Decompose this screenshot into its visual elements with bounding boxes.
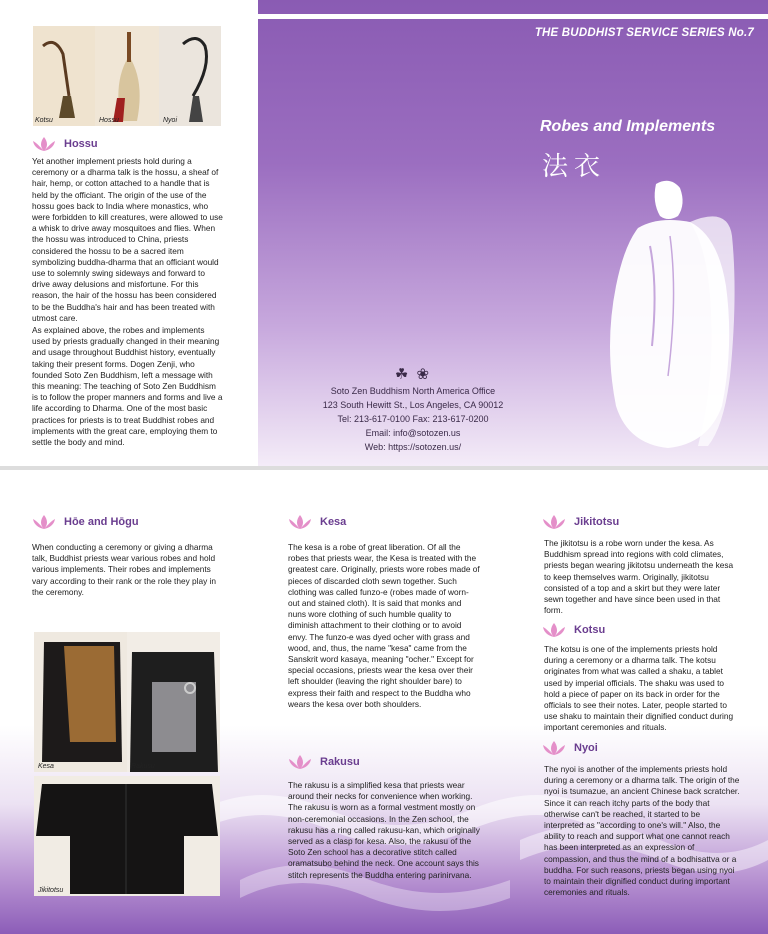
jikitotsu-illustration	[34, 776, 220, 896]
cover-panel	[258, 0, 768, 466]
rakusu-heading	[286, 754, 360, 770]
kesa-heading-text: Kesa	[320, 516, 347, 528]
hoe-paragraph: When conducting a ceremony or giving a dharma talk, Buddhist priests wear various robes and hold various implements. Their robes and implements vary according to their rank or the role they play in the ceremony.	[32, 542, 217, 597]
nyoi-heading-text: Nyoi	[574, 742, 598, 754]
jikitotsu-heading	[540, 514, 619, 530]
lotus-icon	[540, 514, 568, 530]
jikitotsu-heading-text: Jikitotsu	[574, 516, 620, 528]
caption-rakusu: Rakusu	[131, 763, 155, 770]
rakusu-paragraph: The rakusu is a simplified kesa that priests wear around their necks for convenience when working. The rakusu is worn as a formal vestment mostly on non-ceremonial occasions. In the Zen school, the rakusu has a ring called rakusu-kan, which originally served as a clasp for kesa. Also, the rakusu of the Soto Zen school has a decorative stitch called oramatsubo behind the neck. One account says this stitch represents the Buddha entering parinirvana.	[288, 780, 480, 880]
hossu-heading-text: Hossu	[64, 138, 98, 150]
cover-top-rule	[258, 14, 768, 19]
caption-kesa: Kesa	[38, 763, 54, 770]
top-left-panel	[0, 0, 258, 466]
lotus-icon	[286, 754, 314, 770]
caption-kotsu: Kotsu	[35, 117, 53, 124]
hoe-heading-text: Hōe and Hōgu	[64, 516, 139, 528]
implements-photo	[33, 26, 221, 126]
lotus-icon	[540, 622, 568, 638]
lotus-icon	[540, 740, 568, 756]
kotsu-paragraph: The kotsu is one of the implements priests hold during a ceremony or a dharma talk. The kotsu originates from what was called a shaku, a tablet used by imperial officials. The shaku was used to hold a piece of paper on its back in order for the officials to see their notes. Later, people started to use shaku to maintain their dignified conduct during important ceremonies and rituals.	[544, 644, 734, 733]
hoe-heading	[30, 514, 139, 530]
office-phone: Tel: 213-617-0100 Fax: 213-617-0200	[337, 414, 489, 424]
kesa-rakusu-illustration	[34, 632, 220, 772]
jikitotsu-photo	[34, 776, 220, 896]
office-web[interactable]: Web: https://sotozen.us/	[364, 442, 462, 452]
inner-spread	[0, 470, 768, 934]
cover-title: Robes and Implements	[540, 118, 716, 135]
lotus-icon	[30, 514, 58, 530]
rakusu-heading-text: Rakusu	[320, 756, 360, 768]
office-address: 123 South Hewitt St., Los Angeles, CA 90012	[322, 400, 504, 410]
hossu-paragraph-1: Yet another implement priests hold during a ceremony or a dharma talk is the hossu, a sheaf of hair, hemp, or cotton attached to a handle that is held by the officiant. The origin of the use of the hossu goes back to India where monastics, who were forbidden to kill creatures, were allowed to use a whisk to drive away mosquitoes and flies. When the hossu was introduced to China, priests considered the hossu to be a sacred item symbolizing buddha-dharma that an officiant would use to solemnly swing sideways and forward to drive away delusions and misfortune. For this reason, the hair of the hossu has been considered to be the Buddha's hair and has been treated with utmost care.	[32, 156, 223, 323]
caption-hossu: Hossu	[99, 117, 119, 124]
implements-illustration	[33, 26, 221, 126]
kesa-heading	[286, 514, 346, 530]
office-info	[288, 366, 538, 454]
nyoi-paragraph: The nyoi is another of the implements priests hold during a ceremony or a dharma talk. The origin of the nyoi is tsumazue, an ancient Chinese back scratcher. Since it can reach itchy parts of the body that otherwise can't be reached, it started to be interpreted as "according to one's will." Also, the ability to reach and support what one cannot reach has been interpreted as an expression of compassion, and thus the mind of a bodhisattva or a buddha. For such reasons, priests began using nyoi to maintain their dignified conduct during important ceremonies and rituals.	[544, 764, 740, 898]
crest-icon: ☘ ❀	[394, 366, 432, 383]
office-email[interactable]: Email: info@sotozen.us	[365, 428, 461, 438]
kesa-paragraph: The kesa is a robe of great liberation. Of all the robes that priests wear, the Kesa is treated with the greatest care. Originally, priests wore robes made of pieces of discarded cloth sewn together. Such clothing was called funzo-e (robes made of worn-out and stained cloth). It is said that monks and nuns wore clothing of such humble quality to diminish attachment to their clothing or to avoid envy. The funzo-e was dyed ocher with grass and wood, and, thus, the name "kesa" came from the Sanskrit word kasaya, meaning "ocher." Except for special occasions, priests wear the kesa over their left shoulder (leaving the right shoulder bare) to express their faith and respect to the Buddha who wears the kesa over both shoulders.	[288, 542, 480, 709]
series-title: THE BUDDHIST SERVICE SERIES No.7	[534, 27, 754, 39]
hossu-paragraph-2: As explained above, the robes and implements used by priests gradually changed in their meaning and usage throughout Buddhist history, eventually taking their present forms. Dogen Zenji, who founded Soto Zen Buddhism, left a message with this meaning: The teaching of Soto Zen Buddhism is to follow the proper manners and forms and live a life according to Dharma. One of the most basic practices for priests is to treat Buddhist robes and implements with the great care, employing them to settle the body and mind.	[32, 325, 223, 448]
caption-nyoi: Nyoi	[163, 117, 178, 124]
cover-kanji: 法衣	[542, 152, 607, 182]
hossu-heading	[30, 136, 98, 152]
lotus-icon	[30, 136, 58, 152]
kesa-rakusu-photo	[34, 632, 220, 772]
kotsu-heading-text: Kotsu	[574, 624, 606, 636]
kotsu-heading	[540, 622, 605, 638]
lotus-icon	[286, 514, 314, 530]
nyoi-heading	[540, 740, 598, 756]
priest-silhouette	[598, 176, 748, 456]
office-name: Soto Zen Buddhism North America Office	[330, 386, 496, 396]
jikitotsu-paragraph: The jikitotsu is a robe worn under the kesa. As Buddhism spread into regions with cold climates, priests began wearing jikitotsu underneath the kesa to keep themselves warm. Originally, jikitotsu consisted of a top and a skirt but they were later sewn together and have since been used in that form.	[544, 538, 734, 616]
caption-jikitotsu: Jikitotsu	[38, 887, 64, 894]
